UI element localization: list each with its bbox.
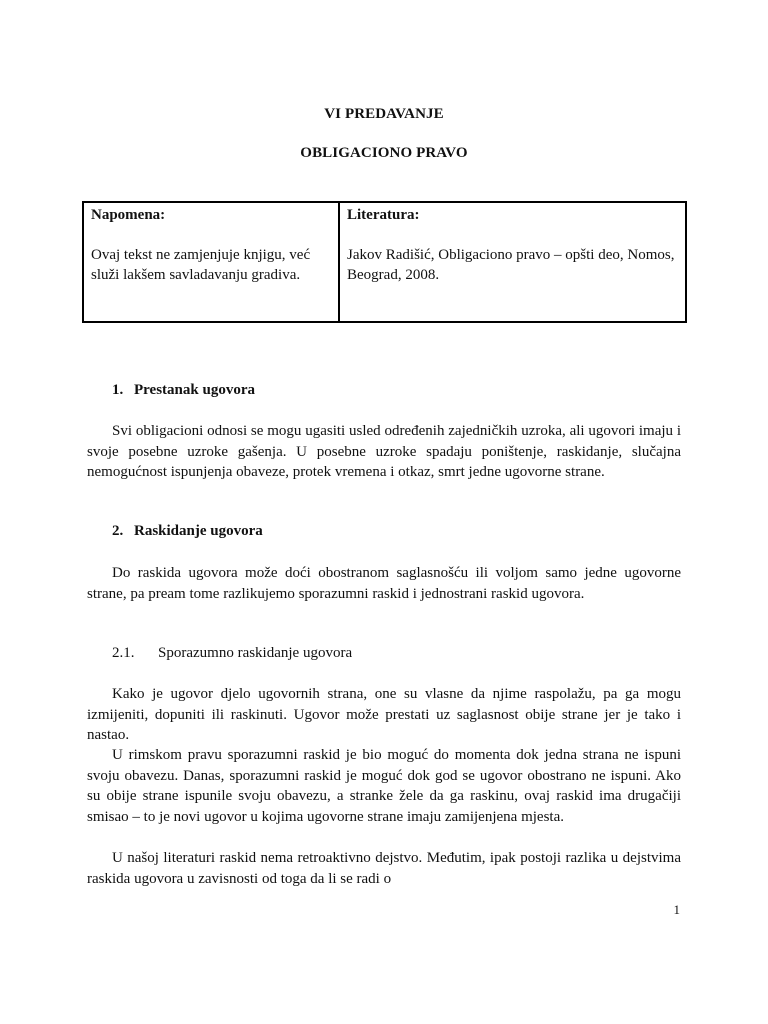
section-number: 2. [112,523,124,539]
notes-table [82,201,687,323]
section-number: 1. [112,382,124,398]
paragraph: Kako je ugovor djelo ugovornih strana, one su vlasne da njime raspolažu, pa ga mogu izmijeniti, dopuniti ili raskinuti. Ugovor može prestati uz saglasnost obije strane jer je tako i nastao. [87,686,681,743]
lecture-title: VI PREDAVANJE [324,106,444,122]
subsection-heading [112,645,352,662]
section-heading [112,382,255,399]
note-cell [84,203,340,321]
paragraph: Do raskida ugovora može doći obostranom saglasnošću ili voljom samo jedne ugovorne strane, pa pream tome razlikujemo sporazumni raskid i jednostrani raskid ugovora. [87,565,681,602]
note-text: Ovaj tekst ne zamjenjuje knjigu, već služi lakšem savladavanju gradiva. [91,247,311,283]
page-number: 1 [673,902,680,917]
section-heading [112,523,263,540]
subsection-title: Sporazumno raskidanje ugovora [158,645,353,661]
note-header: Napomena: [91,207,166,223]
literature-text: Jakov Radišić, Obligaciono pravo – opšti deo, Nomos, Beograd, 2008. [347,247,675,283]
paragraph: Svi obligacioni odnosi se mogu ugasiti usled određenih zajedničkih uzroka, ali ugovori imaju i svoje posebne uzroke gašenja. U posebne uzroke spadaju poništenje, raskidanje, slučajna nemogućnost ispunjenja obaveze, protek vremena i otkaz, smrt jedne ugovorne strane. [87,423,681,480]
section-title: Prestanak ugovora [134,382,255,398]
paragraph: U rimskom pravu sporazumni raskid je bio moguć do momenta dok jedna strana ne ispuni svoju obavezu. Danas, sporazumni raskid je moguć dok god se ugovor obostrano ne ispuni. Ako su obije strane ispunile svoju obavezu, a stranke žele da ga raskinu, ovaj raskid ima drugačiji smisao – to je novi ugovor u kojima ugovorne strane imaju zamijenjena mjesta. [87,747,681,825]
course-title: OBLIGACIONO PRAVO [300,145,468,161]
literature-header: Literatura: [347,207,420,223]
subsection-number: 2.1. [112,645,135,661]
literature-cell [340,203,685,321]
section-title: Raskidanje ugovora [134,523,263,539]
paragraph: U našoj literaturi raskid nema retroaktivno dejstvo. Međutim, ipak postoji razlika u dejstvima raskida ugovora u zavisnosti od toga da li se radi o [87,850,681,887]
